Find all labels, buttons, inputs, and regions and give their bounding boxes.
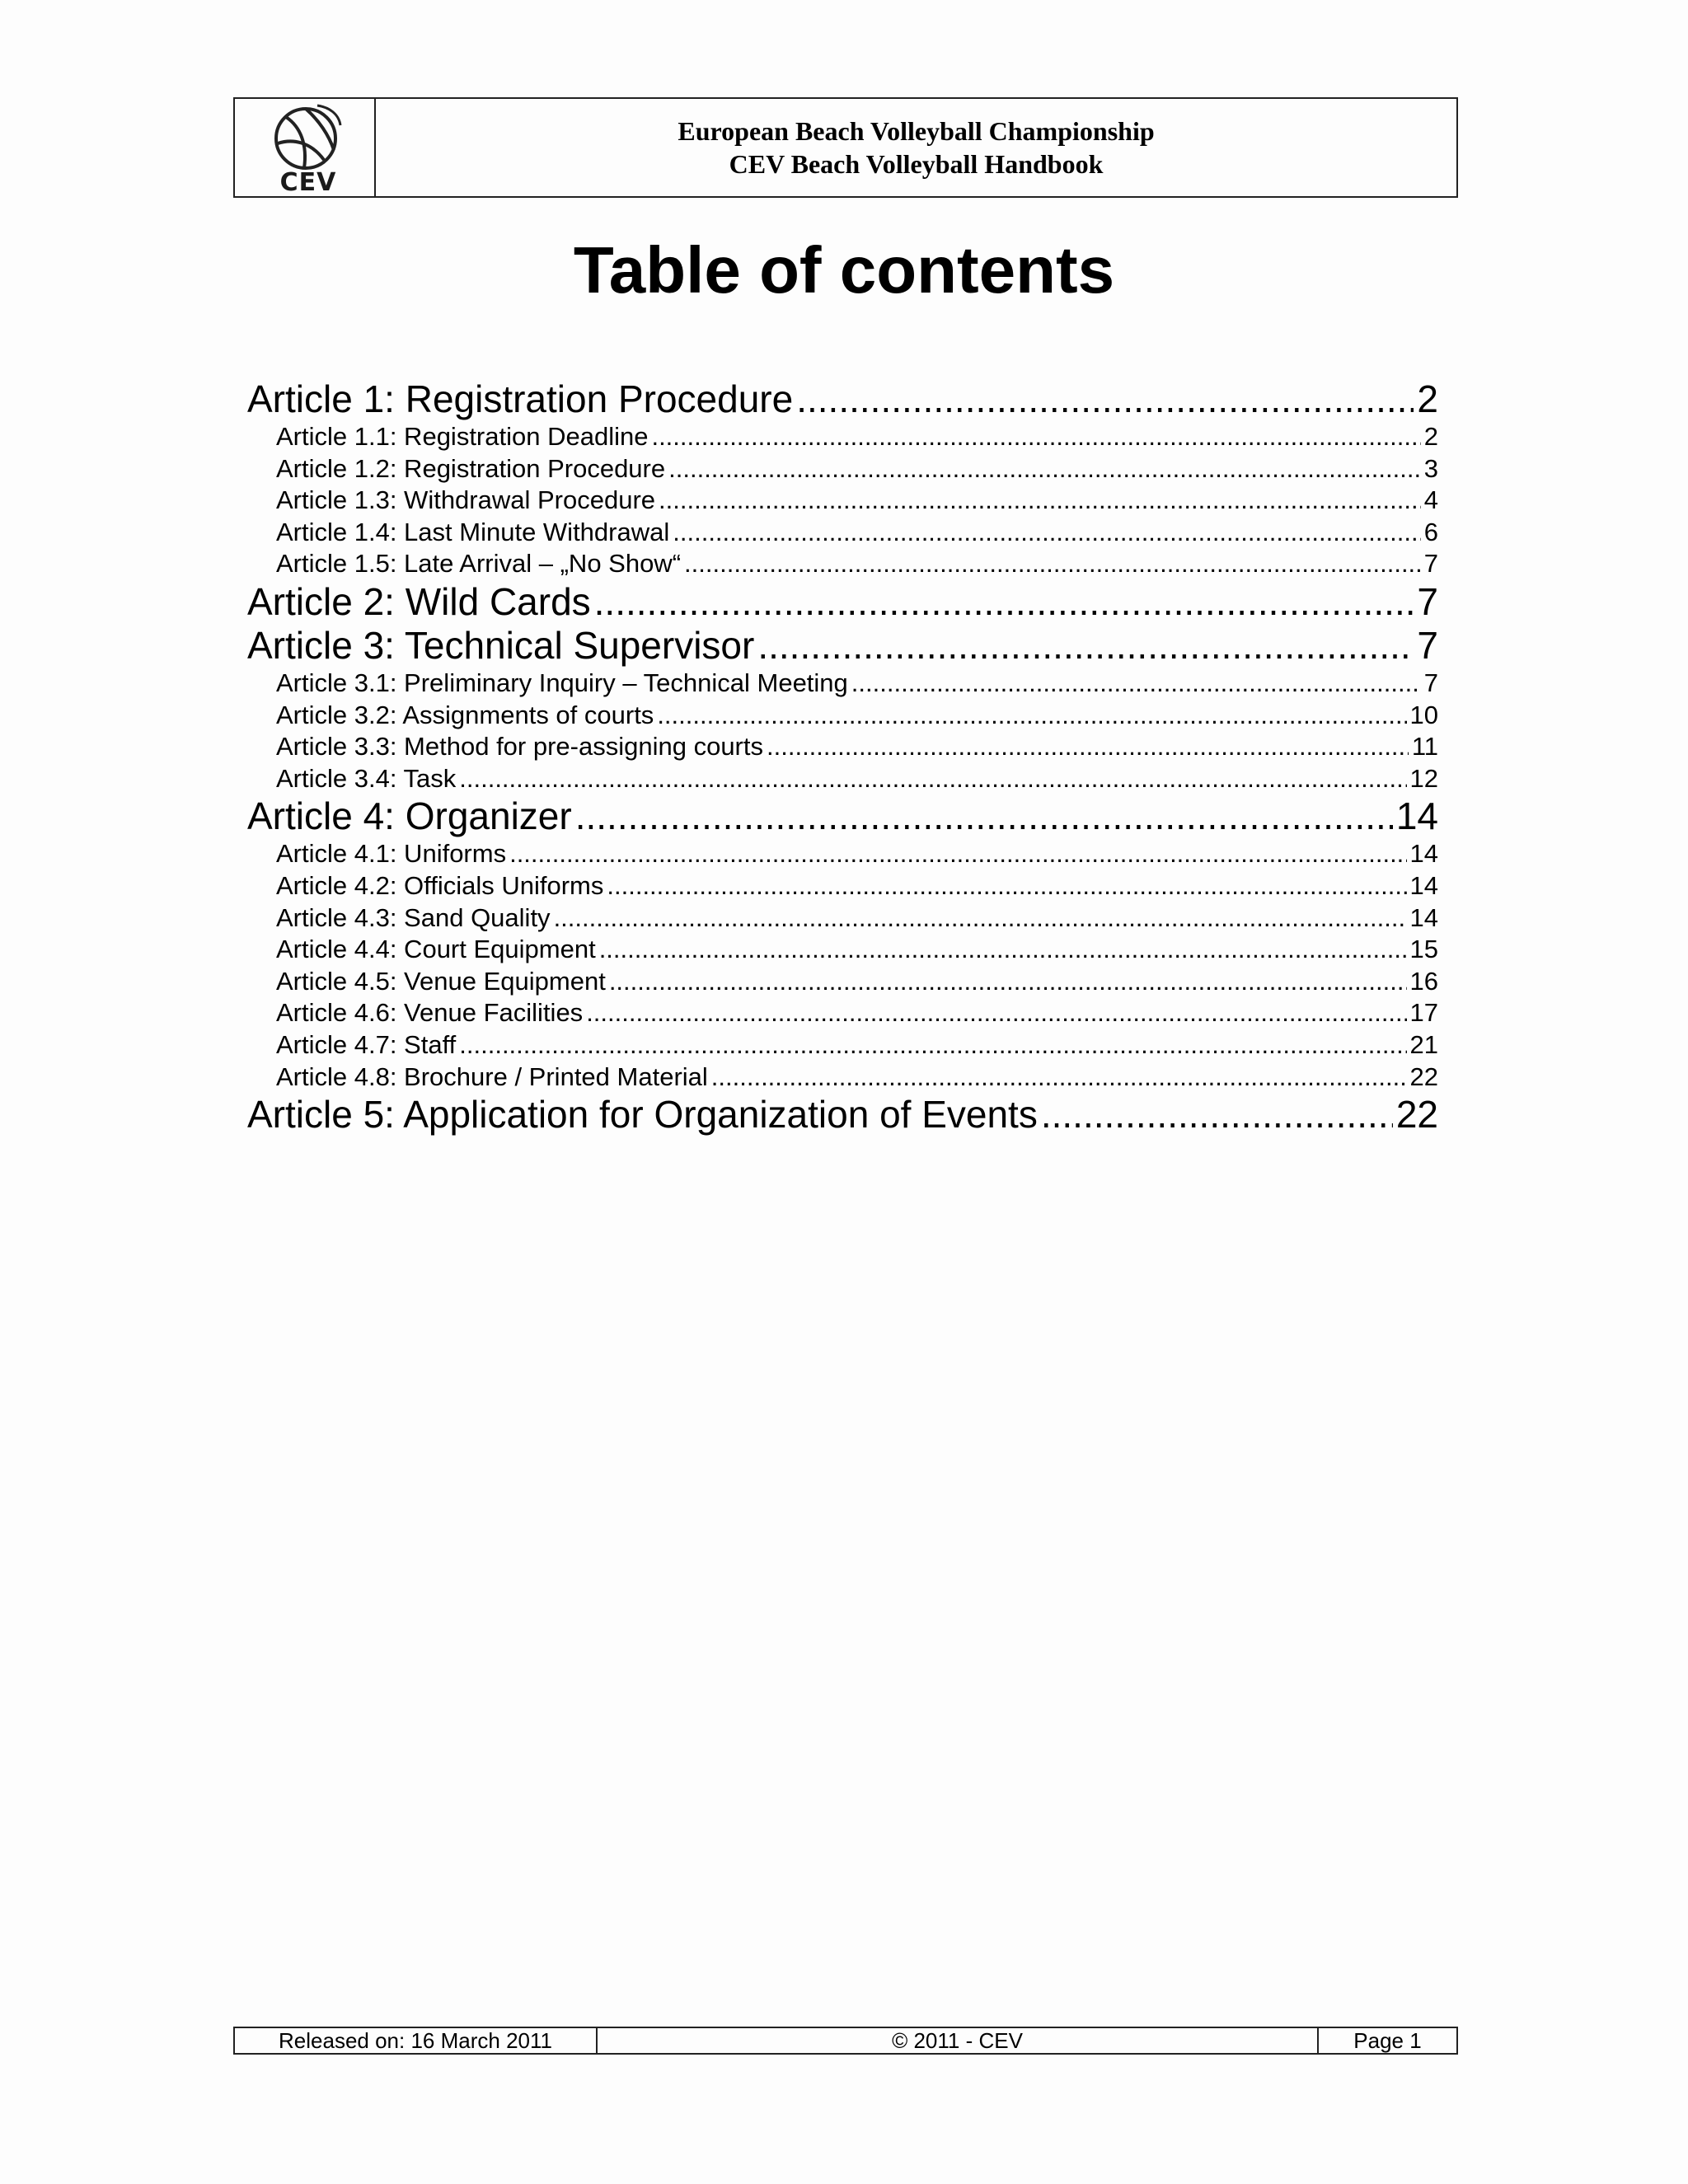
- toc-leader-dots: [651, 421, 1420, 453]
- toc-leader-dots: [609, 966, 1407, 998]
- toc-entry-page: 2: [1417, 377, 1438, 420]
- toc-leader-dots: [594, 580, 1414, 624]
- toc-leader-dots: [575, 794, 1393, 838]
- toc-leader-dots: [599, 934, 1407, 966]
- toc-entry-subarticle[interactable]: [247, 966, 1438, 998]
- toc-entry-label: Article 4.8: Brochure / Printed Material: [276, 1062, 708, 1091]
- toc-entry-label: Article 1.4: Last Minute Withdrawal: [276, 517, 670, 546]
- toc-leader-dots: [711, 1062, 1407, 1094]
- toc-entry-page: 14: [1409, 902, 1438, 932]
- header-line-2: CEV Beach Volleyball Handbook: [729, 149, 1104, 179]
- toc-leader-dots: [668, 453, 1421, 485]
- toc-entry-article[interactable]: [247, 794, 1438, 838]
- toc-entry-page: 2: [1423, 422, 1438, 451]
- toc-leader-dots: [607, 870, 1406, 902]
- toc-entry-page: 14: [1395, 794, 1438, 838]
- toc-entry-page: 22: [1409, 1062, 1438, 1091]
- toc-entry-label: Article 3.3: Method for pre-assigning courts: [276, 732, 763, 762]
- toc-entry-label: Article 4.3: Sand Quality: [276, 902, 551, 932]
- toc-entry-page: 6: [1423, 517, 1438, 546]
- toc-entry-label: Article 4: Organizer: [247, 794, 572, 838]
- header-titles: [376, 99, 1456, 196]
- toc-entry-label: Article 5: Application for Organization of Events: [247, 1093, 1038, 1137]
- toc-entry-subarticle[interactable]: [247, 517, 1438, 549]
- footer-page-number: Page 1: [1353, 2028, 1422, 2053]
- toc-entry-article[interactable]: [247, 377, 1438, 421]
- toc-entry-page: 14: [1409, 839, 1438, 869]
- toc-entry-page: 4: [1423, 485, 1438, 515]
- toc-entry-label: Article 3.1: Preliminary Inquiry – Technical Meeting: [276, 668, 848, 697]
- toc-entry-subarticle[interactable]: [247, 763, 1438, 795]
- toc-leader-dots: [1041, 1093, 1393, 1137]
- toc-leader-dots: [509, 838, 1406, 870]
- toc-entry-page: 7: [1417, 623, 1438, 667]
- toc-leader-dots: [796, 377, 1414, 421]
- toc-entry-subarticle[interactable]: [247, 1029, 1438, 1062]
- footer-copyright: © 2011 - CEV: [598, 2028, 1319, 2053]
- toc-leader-dots: [767, 731, 1409, 763]
- toc-entry-label: Article 1.5: Late Arrival – „No Show“: [276, 549, 682, 579]
- page-header: [233, 97, 1458, 198]
- toc-leader-dots: [657, 700, 1406, 732]
- toc-entry-page: 21: [1409, 1029, 1438, 1059]
- toc-entry-label: Article 4.4: Court Equipment: [276, 935, 596, 964]
- toc-entry-subarticle[interactable]: [247, 700, 1438, 732]
- toc-entry-page: 17: [1409, 998, 1438, 1028]
- toc-entry-label: Article 4.1: Uniforms: [276, 839, 507, 869]
- toc-entry-label: Article 3.4: Task: [276, 763, 457, 793]
- toc-entry-label: Article 1.2: Registration Procedure: [276, 453, 666, 483]
- toc-entry-subarticle[interactable]: [247, 421, 1438, 453]
- toc-entry-subarticle[interactable]: [247, 902, 1438, 935]
- toc-entry-article[interactable]: [247, 580, 1438, 624]
- toc-leader-dots: [459, 763, 1406, 795]
- toc-entry-label: Article 1.3: Withdrawal Procedure: [276, 485, 656, 515]
- toc-entry-label: Article 3.2: Assignments of courts: [276, 700, 654, 729]
- toc-entry-page: 3: [1423, 453, 1438, 483]
- toc-entry-subarticle[interactable]: [247, 668, 1438, 700]
- toc-entry-subarticle[interactable]: [247, 934, 1438, 966]
- toc-entry-page: 22: [1395, 1093, 1438, 1137]
- header-line-1: European Beach Volleyball Championship: [678, 116, 1155, 146]
- toc-leader-dots: [673, 517, 1421, 549]
- logo-text: CEV: [279, 168, 337, 197]
- page-title: Table of contents: [573, 233, 1115, 307]
- toc-entry-page: 12: [1409, 763, 1438, 793]
- toc-entry-page: 14: [1409, 870, 1438, 900]
- toc-leader-dots: [757, 624, 1414, 668]
- toc-entry-label: Article 4.7: Staff: [276, 1029, 457, 1059]
- toc-entry-page: 7: [1417, 579, 1438, 623]
- toc-entry-subarticle[interactable]: [247, 485, 1438, 517]
- toc-entry-label: Article 2: Wild Cards: [247, 579, 591, 623]
- toc-entry-page: 15: [1409, 935, 1438, 964]
- toc-entry-subarticle[interactable]: [247, 731, 1438, 763]
- toc-entry-article[interactable]: [247, 1093, 1438, 1137]
- toc-entry-label: Article 3: Technical Supervisor: [247, 623, 755, 667]
- volleyball-icon: [268, 102, 344, 171]
- toc-entry-page: 7: [1423, 549, 1438, 579]
- toc-entry-subarticle[interactable]: [247, 548, 1438, 580]
- toc-leader-dots: [851, 668, 1421, 700]
- toc-leader-dots: [659, 485, 1421, 517]
- toc-entry-page: 7: [1423, 668, 1438, 697]
- toc-entry-page: 11: [1411, 732, 1438, 762]
- toc-entry-page: 16: [1409, 966, 1438, 996]
- toc-entry-subarticle[interactable]: [247, 870, 1438, 902]
- toc-entry-subarticle[interactable]: [247, 1062, 1438, 1094]
- toc-leader-dots: [684, 548, 1421, 580]
- footer-release-date: Released on: 16 March 2011: [235, 2028, 598, 2053]
- page-footer: [233, 2027, 1458, 2055]
- toc-leader-dots: [586, 997, 1406, 1029]
- cev-logo: [235, 99, 376, 196]
- toc-leader-dots: [554, 902, 1407, 935]
- toc-entry-label: Article 4.2: Officials Uniforms: [276, 870, 604, 900]
- toc-entry-label: Article 4.6: Venue Facilities: [276, 998, 584, 1028]
- toc-entry-subarticle[interactable]: [247, 453, 1438, 485]
- toc-entry-page: 10: [1409, 700, 1438, 729]
- toc-entry-label: Article 1.1: Registration Deadline: [276, 422, 649, 451]
- toc-entry-subarticle[interactable]: [247, 838, 1438, 870]
- toc-entry-article[interactable]: [247, 624, 1438, 668]
- toc-entry-label: Article 1: Registration Procedure: [247, 377, 794, 420]
- toc-entry-subarticle[interactable]: [247, 997, 1438, 1029]
- toc-leader-dots: [459, 1029, 1406, 1062]
- toc-entry-label: Article 4.5: Venue Equipment: [276, 966, 606, 996]
- table-of-contents: [247, 377, 1438, 1137]
